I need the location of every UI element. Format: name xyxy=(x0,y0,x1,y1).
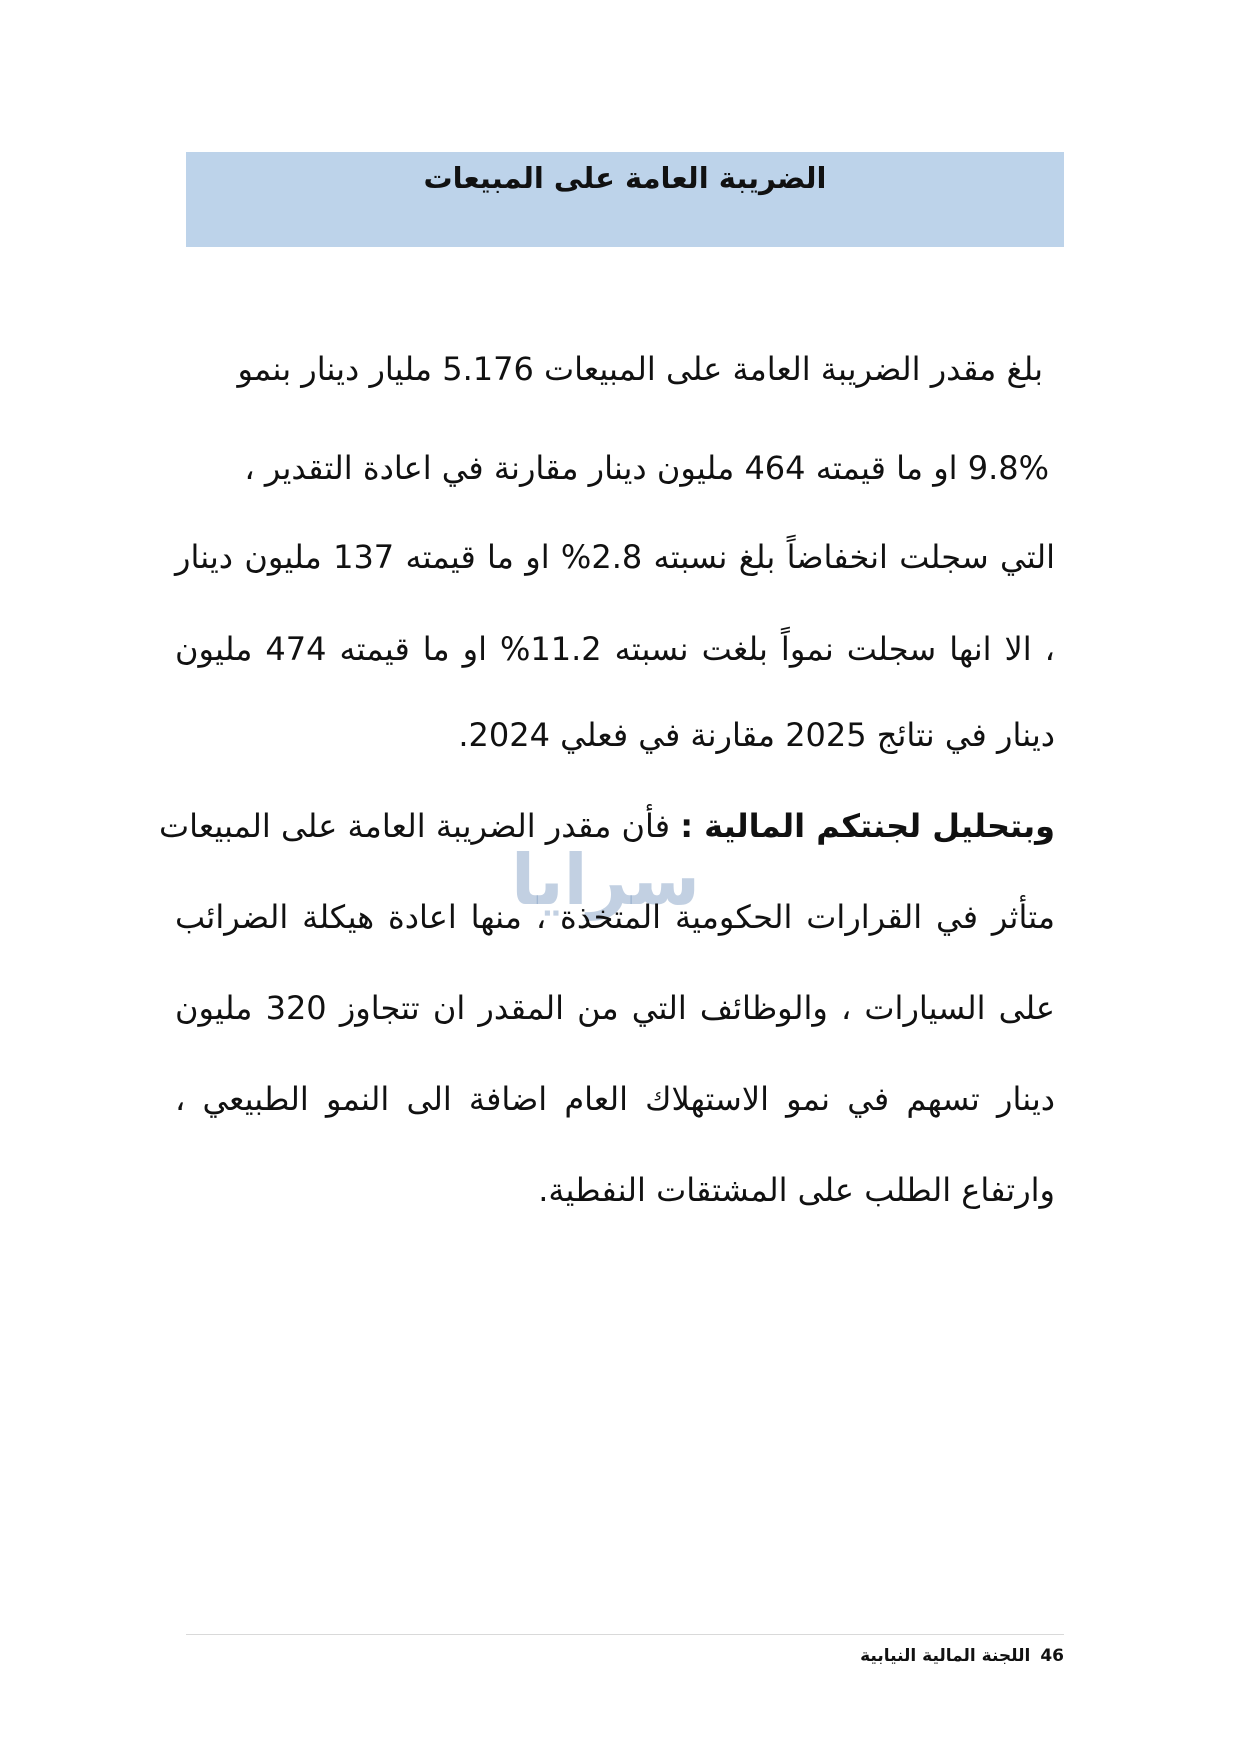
paragraph-1-line-2: 9.8% او ما قيمته 464 مليون دينار مقارنة في اعادة التقدير ، xyxy=(244,449,1049,487)
paragraph-1-line-5: دينار في نتائج 2025 مقارنة في فعلي 2024. xyxy=(458,716,1055,754)
watermark-logo: سرايا xyxy=(511,839,700,921)
paragraph-2-lead-bold: وبتحليل لجنتكم المالية : xyxy=(680,807,1055,845)
paragraph-2-line-3: على السيارات ، والوظائف التي من المقدر ان تتجاوز 320 مليون xyxy=(175,989,1055,1027)
paragraph-2-line-2: متأثر في القرارات الحكومية المتخذة ، منها اعادة هيكلة الضرائب xyxy=(175,898,1055,936)
paragraph-2-line-4: دينار تسهم في نمو الاستهلاك العام اضافة الى النمو الطبيعي ، xyxy=(175,1080,1055,1118)
paragraph-1-line-3: التي سجلت انخفاضاً بلغ نسبته 2.8% او ما قيمته 137 مليون دينار xyxy=(175,538,1056,576)
paragraph-2-line-5: وارتفاع الطلب على المشتقات النفطية. xyxy=(538,1171,1055,1209)
section-title-banner xyxy=(186,152,1064,247)
section-title: الضريبة العامة على المبيعات xyxy=(423,161,827,195)
paragraph-1-line-4: ، الا انها سجلت نمواً بلغت نسبته 11.2% او ما قيمته 474 مليون xyxy=(175,630,1056,668)
page-footer xyxy=(860,1644,1064,1668)
paragraph-2-line-1 xyxy=(159,804,1055,848)
paragraph-2-lead-rest: فأن مقدر الضريبة العامة على المبيعات xyxy=(159,807,681,845)
footer-divider xyxy=(186,1634,1064,1635)
page-number: 46 xyxy=(1040,1646,1064,1666)
footer-committee-name: اللجنة المالية النيابية xyxy=(860,1646,1031,1666)
paragraph-1-line-1: بلغ مقدر الضريبة العامة على المبيعات 5.176 مليار دينار بنمو xyxy=(237,350,1043,388)
